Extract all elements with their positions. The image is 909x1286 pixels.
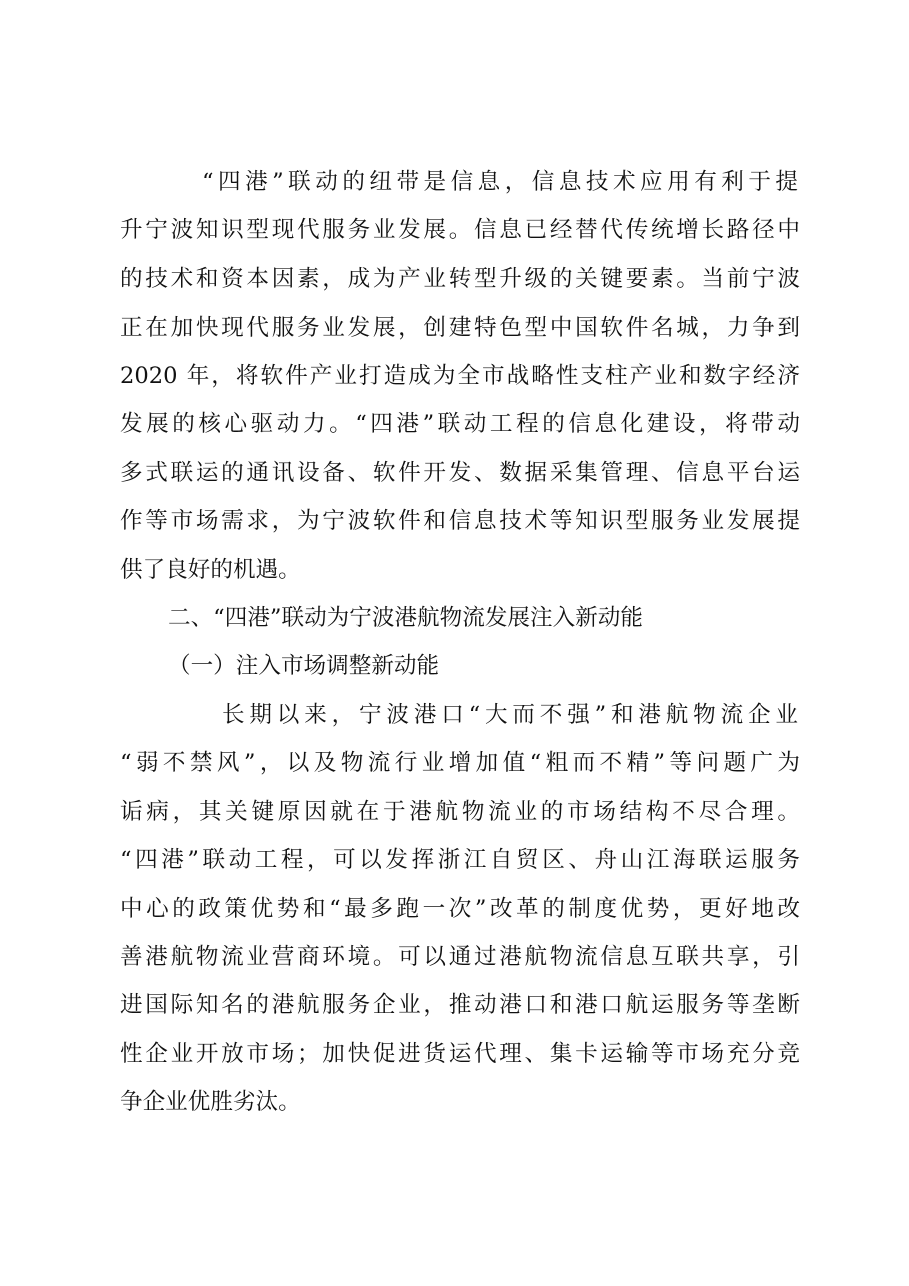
paragraph-2-line-3: 诟病，其关键原因就在于港航物流业的市场结构不尽合理。 [120,799,800,825]
section-heading: 二、“四港”联动为宁波港航物流发展注入新动能 [168,605,643,631]
paragraph-2-line-6: 善港航物流业营商环境。可以通过港航物流信息互联共享，引 [120,944,800,970]
paragraph-2-line-2: “弱不禁风”，以及物流行业增加值“粗而不精”等问题广为 [120,750,800,776]
paragraph-2-line-1: 长期以来，宁波港口“大而不强”和港航物流企业 [222,702,798,728]
paragraph-2-line-8: 性企业开放市场；加快促进货运代理、集卡运输等市场充分竞 [120,1041,800,1067]
paragraph-2-line-7: 进国际知名的港航服务企业，推动港口和港口航运服务等垄断 [120,992,800,1018]
paragraph-1-line-1: “四港”联动的纽带是信息，信息技术应用有利于提 [202,169,798,195]
paragraph-1-line-7: 多式联运的通讯设备、软件开发、数据采集管理、信息平台运 [120,460,800,486]
paragraph-1-line-2: 升宁波知识型现代服务业发展。信息已经替代传统增长路径中 [120,217,800,243]
paragraph-2-line-4: “四港”联动工程，可以发挥浙江自贸区、舟山江海联运服务 [120,847,800,873]
paragraph-1-line-3: 的技术和资本因素，成为产业转型升级的关键要素。当前宁波 [120,266,800,292]
paragraph-1-line-9: 供了良好的机遇。 [120,557,301,583]
paragraph-1-line-6: 发展的核心驱动力。“四港”联动工程的信息化建设，将带动 [120,411,800,437]
paragraph-1-line-4: 正在加快现代服务业发展，创建特色型中国软件名城，力争到 [120,315,800,341]
paragraph-2-line-9: 争企业优胜劣汰。 [120,1089,301,1115]
paragraph-1-line-8: 作等市场需求，为宁波软件和信息技术等知识型服务业发展提 [120,508,800,534]
paragraph-2-line-5: 中心的政策优势和“最多跑一次”改革的制度优势，更好地改 [120,896,800,922]
subsection-heading: （一）注入市场调整新动能 [168,653,440,679]
paragraph-1-line-5: 2020 年，将软件产业打造成为全市战略性支柱产业和数字经济 [120,363,800,389]
